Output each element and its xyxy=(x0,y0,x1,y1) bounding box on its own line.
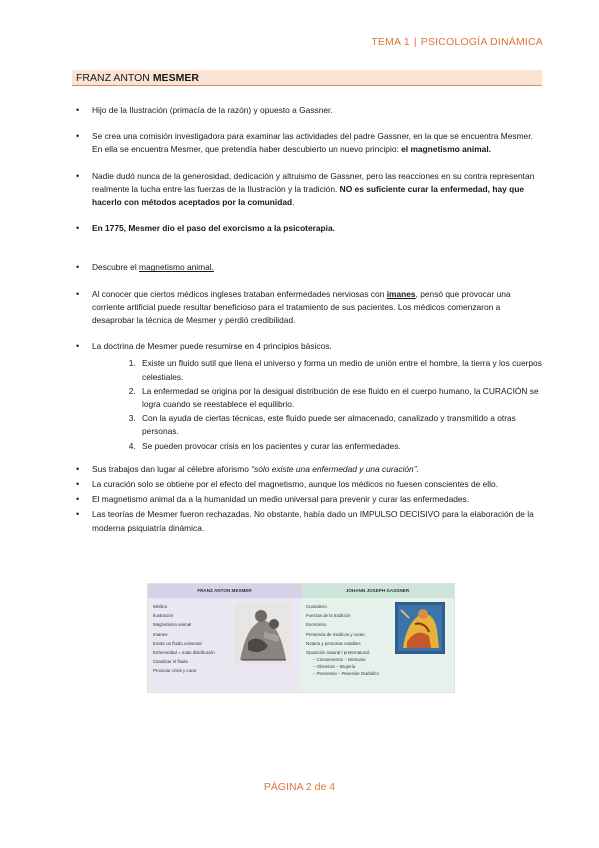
bullet-italic: “sólo existe una enfermedad y una curación” xyxy=(251,463,417,474)
bullet-gassner xyxy=(72,170,544,210)
bullet-text: Nadie dudó nunca de la generosidad, dedicación y altruismo de Gassner, pero las reacciones en su contra representan realmente la lucha entre las fuerzas de la Ilustración y la tradición. xyxy=(92,170,535,194)
mesmer-column-header: FRANZ ANTON MESMER xyxy=(148,584,301,598)
gassner-item: Presencia de médicos y curas xyxy=(306,631,365,637)
bullet-text: El magnetismo animal da a la humanidad un medio universal para prevenir y curar las enfermedades. xyxy=(92,494,470,505)
header-subject: PSICOLOGÍA DINÁMICA xyxy=(420,36,543,48)
page-header xyxy=(371,36,543,48)
bullet-bold: el magnetismo animal. xyxy=(401,144,491,155)
bullet-text: La curación solo se obtiene por el efecto del magnetismo, aunque los médicos no fuesen conscientes de ello. xyxy=(92,479,498,490)
gassner-column-header: JOHANN JOSEPH GASSNER xyxy=(301,584,454,598)
bullet-text: Hijo de la Ilustración (primacía de la razón) y opuesto a Gassner. xyxy=(92,105,333,115)
bullet-ilustracion xyxy=(72,104,544,117)
bullet-bold: NO es suficiente curar la enfermedad, hay que hacerlo con métodos aceptados por la comunidad xyxy=(92,183,524,208)
mesmer-item: Existe un fluido universal xyxy=(153,640,202,646)
principle-item: 2. La enfermedad se origina por la desigual distribución de ese fluido en el cuerpo humano, la CURACIÓN se logra cuando se reestablece el equilibrio. xyxy=(138,385,544,411)
bullet-underlined: magnetismo animal. xyxy=(139,262,214,273)
bullet-text: Descubre el xyxy=(92,262,140,273)
comparison-table-image xyxy=(147,583,455,693)
principles-list xyxy=(92,357,544,452)
mesmer-item: Imanes xyxy=(153,631,168,637)
bullet-text: Se crea una comisión investigadora para examinar las actividades del padre Gassner, en la que se encuentra Mesmer. En ella se encuentra Mesmer, que pretendía haber descubierto un nuevo principio: xyxy=(92,131,533,155)
bullet-text: Al conocer que ciertos médicos ingleses trataban enfermedades nerviosas con xyxy=(92,288,387,299)
gassner-sublist xyxy=(301,657,454,677)
bullet-curacion xyxy=(72,478,544,491)
gassner-item: Oposición natural / preternatural: xyxy=(306,650,370,656)
mesmer-item: Magnetismo animal xyxy=(153,622,192,628)
principle-item: 4. Se pueden provocar crisis en los pacientes y curar las enfermedades. xyxy=(138,440,544,453)
mesmer-item: Médico xyxy=(153,604,168,609)
gassner-subitem: – Possessio – Posesión Diabólica xyxy=(313,671,454,678)
bullet-universal xyxy=(72,493,544,506)
section-title-last: MESMER xyxy=(152,72,199,84)
bullet-doctrina xyxy=(72,340,544,453)
gassner-item: Fuerzas de la tradición xyxy=(306,613,351,619)
principle-item: 3. Con la ayuda de ciertas técnicas, este fluido puede ser almacenado, canalizado y transmitido a otras personas. xyxy=(138,412,544,438)
mesmer-item: Provocar crisis y curar xyxy=(153,668,197,674)
bullet-text: Sus trabajos dan lugar al célebre aforismo xyxy=(92,463,252,474)
bullet-descubre xyxy=(72,261,544,274)
gassner-subitem: – Obsessio – Brujería xyxy=(313,664,454,671)
bullet-text-end: , pensó que provocar una corriente artificial puede resultar beneficioso para el tratamiento de sus pacientes. Los médicos comenzaron a desaprobar la técnica de Mesmer y perdió credibilidad. xyxy=(92,288,511,326)
bullet-1775 xyxy=(72,222,544,235)
mesmer-item: Ilustración xyxy=(153,613,174,619)
bullet-underlined: imanes xyxy=(386,288,416,299)
header-tema: TEMA 1 xyxy=(371,36,410,48)
bullet-bold: En 1775, Mesmer dio el paso del exorcismo a la psicoterapia. xyxy=(92,223,335,234)
bullet-text: Las teorías de Mesmer fueron rechazadas. No obstante, había dado un IMPULSO DECISIVO para la elaboración de la moderna psiquiatría dinámica. xyxy=(92,509,534,533)
gassner-subitem: – Circumsessio – Demonio xyxy=(313,657,454,664)
bullet-text: La doctrina de Mesmer puede resumirse en 4 principios básicos. xyxy=(92,341,332,352)
mesmer-engraving-image xyxy=(234,602,292,664)
bullet-text-end: . xyxy=(292,197,295,208)
page-footer: PÁGINA 2 de 4 xyxy=(263,781,336,793)
gassner-item: Notario y personas notables xyxy=(306,640,361,646)
bullet-comision xyxy=(72,130,544,156)
gassner-painting-image xyxy=(395,602,445,654)
principle-item: 1. Existe un fluido sutil que llena el universo y forma un medio de unión entre el hombre, la tierra y los cuerpos celestiales. xyxy=(138,357,544,383)
section-title xyxy=(72,70,542,86)
document-body xyxy=(72,104,544,535)
bullet-rechazadas xyxy=(72,508,544,534)
gassner-item: Curandero xyxy=(306,604,327,609)
bullet-imanes xyxy=(72,288,544,328)
gassner-item: Exorcismo xyxy=(306,622,327,628)
bullet-aforismo xyxy=(72,463,544,476)
mesmer-item: Enfermedad = mala distribución xyxy=(153,650,215,656)
bullet-text-end: . xyxy=(416,463,419,474)
gassner-column xyxy=(301,584,454,692)
header-separator: | xyxy=(413,36,417,48)
mesmer-column xyxy=(148,584,301,692)
section-title-first: FRANZ ANTON xyxy=(76,72,153,84)
mesmer-item: Canalizar el fluido xyxy=(153,659,188,665)
